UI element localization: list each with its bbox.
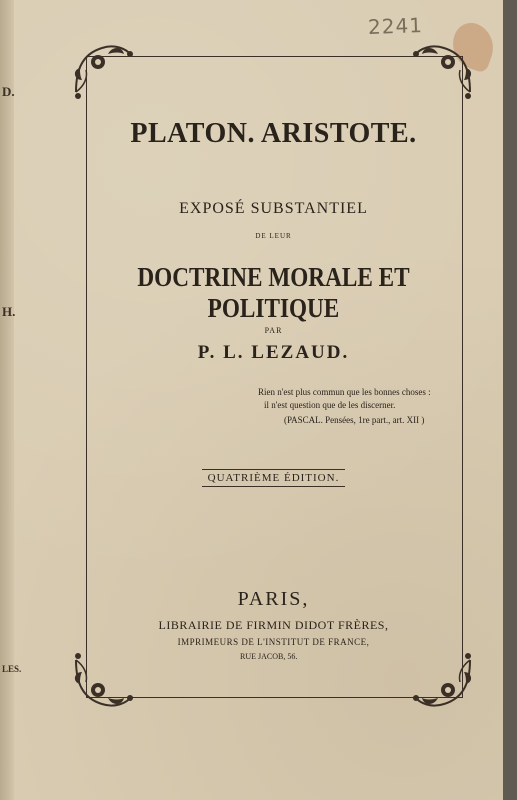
handwritten-number: 2241 — [367, 13, 424, 39]
epigraph-line: il n'est question que de les discerner. — [264, 400, 396, 410]
imprint-city: PARIS, — [237, 588, 310, 610]
connector-text: DE LEUR — [255, 232, 292, 240]
spine-text-fragment: LES. — [2, 664, 22, 674]
floral-scroll-icon — [408, 652, 478, 712]
epigraph-line: Rien n'est plus commun que les bonnes choses : — [258, 387, 431, 397]
edition-label: QUATRIÈME ÉDITION. — [202, 469, 346, 487]
spine-text-fragment: D. — [2, 84, 15, 99]
imprint-address: RUE JACOB, 56. — [240, 652, 298, 661]
spine-edge — [0, 0, 14, 800]
epigraph-source: (PASCAL. Pensées, 1re part., art. XII ) — [284, 415, 425, 425]
book-title: PLATON. ARISTOTE. — [130, 118, 417, 149]
main-title: DOCTRINE MORALE ET POLITIQUE — [137, 262, 410, 323]
imprint-printer: IMPRIMEURS DE L'INSTITUT DE FRANCE, — [177, 637, 370, 647]
by-label: PAR — [264, 326, 283, 335]
author-name: P. L. LEZAUD. — [197, 342, 350, 363]
imprint-publisher: LIBRAIRIE DE FIRMIN DIDOT FRÈRES, — [158, 618, 389, 632]
floral-scroll-icon — [68, 40, 138, 100]
spine-text-fragment: H. — [2, 304, 16, 319]
edition-block — [86, 468, 461, 487]
floral-scroll-icon — [408, 40, 478, 100]
floral-scroll-icon — [68, 652, 138, 712]
subtitle: EXPOSÉ SUBSTANTIEL — [179, 200, 368, 217]
